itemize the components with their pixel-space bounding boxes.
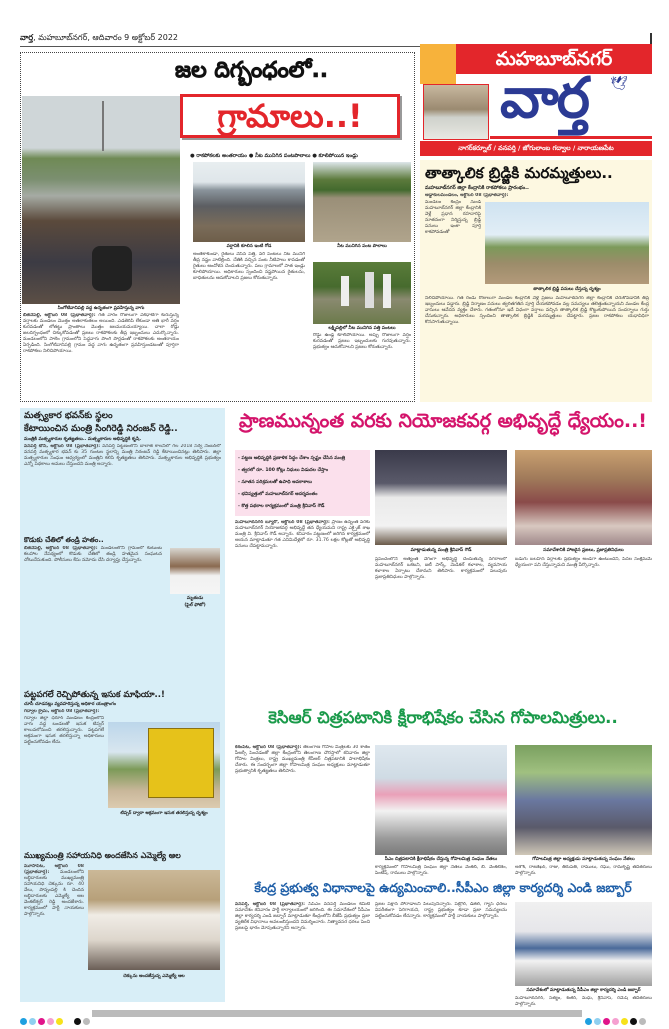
dev-body-2: ప్రపంచంలోనే అత్యంత వేగంగా అభివృద్ధి చెందుతున్న నగరాలలో మహబూబ్‌నగర్ ఒకటని, ఐటీ పార్క్, మెడికల్ కళాశాల, వ్యవసాయ కళాశాల ఏర్పాటు చేశామని తెలిపారు. కార్యక్రమంలో పలువురు ప్రజాప్రతినిధులు పాల్గొన్నారు. (375, 557, 507, 580)
matsya-headline-1: మత్స్యకార భవన్‌కు స్థలం (24, 411, 113, 421)
left-column (20, 408, 225, 1002)
dev-bullet: - నూతన పరిశ్రమలతో ఉపాధి అవకాశాలు (238, 480, 312, 485)
cpm-body-text: సీపీఎం వనపర్తి మండలం కమిటీ సమావేశం శనివారం పార్టీ కార్యాలయంలో జరిగింది. ఈ సమావేశంలో సీపీఎం జిల్లా కార్యదర్శి ఎండి జబ్బార్ మాట్లాడుతూ కేంద్రంలోని బీజేపీ ప్రభుత్వం ప్రజా వ్యతిరేక విధానాలు అవలంబిస్తుందని విమర్శించారు. నిత్యావసర ధరలు పెంచి ప్రజలపై భారం మోపుతున్నారని అన్నారు. (235, 902, 370, 931)
matsya-body (24, 444, 221, 534)
sand-byline-row (24, 709, 221, 716)
masthead-district: మహబూబ్‌నగర్ (456, 44, 652, 74)
print-color-bar (20, 1010, 652, 1017)
lead-photo1-caption: సింగోటివానిపల్లి వద్ద ఉదృతంగా ప్రవహిస్తున్న వాగు (57, 306, 145, 311)
dev-headline: ప్రాణమున్నంత వరకు నియోజకవర్గ అభివృద్ధే ధ్యేయం..! (239, 410, 647, 432)
date-text: , మహబూబ్‌నగర్, ఆదివారం 9 అక్టోబర్ 2022 (33, 33, 179, 42)
lead-headline-2: గ్రామాలు..! (180, 94, 400, 138)
cpm-photo-caption: సమావేశంలో మాట్లాడుతున్న సీపీఎం జిల్లా కార్యదర్శి ఎండి జబ్బార్ (526, 988, 641, 993)
dove-icon: 🕊 (610, 76, 628, 92)
gopal-body-1 (235, 745, 370, 875)
portrait-caption: మృతుడు (186, 596, 204, 601)
dev-bullet: - పట్టణ అభివృద్ధికి ప్రణాళిక సిద్ధం చేశాం స్పష్టం చేసిన మంత్రి (238, 456, 346, 461)
bridge-subheadline: మహబూబ్‌నగర్ జిల్లా కేంద్రానికి రాకపోకలు ప్రారంభం.. (425, 185, 529, 191)
cpm-byline: వనపర్తి, అక్టోబర్ 08 (ప్రభాతవార్త): (235, 902, 305, 907)
cmrf-body (24, 864, 84, 996)
gopal-headline: కెసిఆర్ చిత్రపటానికి క్షీరాభిషేకం చేసిన గోపాలమిత్రులు.. (268, 708, 618, 727)
sand-body: గద్వాల జిల్లా ధరూర్ మండలం కేంద్రంలోని వాగు వద్ద బండలతో ఇసుక టిప్పర్ కాలువలోనుంచి తరలిస్తున్నారు. పట్టపగలే అక్రమంగా ఇసుక తరలిస్తున్నా అధికారులు పట్టించుకోవడం లేదు. (24, 716, 104, 745)
cpm-body-1 (235, 902, 370, 1004)
cmrf-headline: ముఖ్యమంత్రి సహాయనిధి అందజేసిన ఎమ్మెల్యే ఆల (24, 851, 181, 860)
gopal-photo-group (515, 745, 652, 855)
bridge-story (420, 160, 652, 402)
dev-photo1-caption: మాట్లాడుతున్న మంత్రి శ్రీనివాస్ గౌడ్ (410, 548, 472, 553)
bridge-photo-caption: తాత్కాలిక బ్రిడ్జి పనులు చేస్తున్న దృశ్యం (533, 287, 601, 292)
cpm-photo (515, 902, 652, 986)
cmrf-byline: మూసాపేట, అక్టోబర్ 08 (ప్రభాతవార్త): (24, 864, 84, 875)
bridge-byline: అడ్డాకులమండలం, అక్టోబర్ 08 (ప్రభాతవార్త): (425, 193, 509, 198)
lead-photo2-caption: వర్షానికి కూలిన ఇంటి గోడ (226, 244, 272, 249)
dev-bullets (235, 450, 370, 516)
matsya-headline-2: కేటాయించిన మంత్రి సింగిరెడ్డి నిరంజన్ రెడ్డి.. (24, 424, 178, 434)
masthead-dam-photo (423, 84, 489, 140)
lead-body-2: అంతేకాకుండా, రైతులు వేసిన పత్తి, వరి పంటలు నీట మునిగి తీవ్ర నష్టం వాటిల్లింది. చేతికి వచ్చిన పంట నీటిపాలు కావడంతో రైతులు ఆందోళన చెందుతున్నారు. పలు గ్రామాలలో పాత ఇండ్లు కూలిపోయాయి. అధికారులు స్పందించి నష్టపోయిన రైతులను, బాధితులను ఆదుకోవాలని ప్రజలు కోరుతున్నారు. (193, 252, 305, 281)
bridge-body-2: నిలిచిపోయాయి. గత రెండు రోజులుగా మండల కేంద్రానికి వెళ్లే ప్రజలు మహబూబ్‌నగర్ జిల్లా కేంద్రానికి చేరుకోవడానికి తీవ్ర ఇబ్బందులు పడ్డారు. బ్రిడ్జి నిర్మాణం పనులు త్వరితగతిన పూర్తి చేయకపోవడం వల్ల సమస్యలు తలెత్తుతున్నాయని మండల కేంద్ర వాసులు ఆవేదన వ్యక్తం చేశారు. గతంలోనూ ఇదే విధంగా వర్షాలు వచ్చిన తాత్కాలిక బ్రిడ్జి కొట్టుకుపోయిన సందర్భాలు గుర్తు చేసుకున్నారు. అధికారులు స్పందించి తాత్కాలిక బ్రిడ్జికి మరమ్మత్తులు చేపట్టారు. ప్రజల రాకపోకలు యధావిధిగా కొనసాగుతున్నాయి. (425, 296, 649, 325)
lead-photo-flooded-field (313, 162, 411, 242)
masthead-subdistricts: నాగర్‌కర్నూల్ / వనపర్తి / జోగులాంబ గద్వాల / నారాయణపేట (420, 141, 652, 156)
lead-body-1 (23, 313, 179, 399)
portrait-name: (ఫైల్ ఫోటో) (184, 603, 206, 608)
sand-photo-caption: టిప్పర్ ద్వారా అక్రమంగా ఇసుక తరలిస్తున్న దృశ్యం (120, 811, 208, 816)
sand-tipper-photo (108, 722, 220, 808)
lead-photo3-caption: నీట మునిగిన పంట పొలాలు (337, 244, 387, 249)
paper-name: వార్త (20, 33, 34, 42)
sand-headline: పట్టపగలే రెచ్చిపోతున్న ఇసుక మాఫియా..! (24, 690, 165, 700)
dev-bullet: - భవిష్యత్తులో మహబూబ్‌నగర్ ఆదర్శవంతం (238, 492, 318, 497)
sand-sub: చూసీ చూడనట్లు వ్యవహరిస్తున్న అధికార యంత్రాంగం (24, 702, 117, 707)
lead-bullets: ● రాకపోకలకు అంతరాయం ● నీట మునిగిన పంటపొలాలు ● కూలిపోయిన ఇండ్లు (190, 153, 358, 159)
matsya-body-text: వనపర్తి పట్టణంలోని బాలాజీ కాలనీలో గల 2018 సర్వే నెంబర్‌లో వనపర్తి మత్స్యకార భవన్ కు 35 గుంటల స్థలాన్ని మంత్రి నిరంజన్ రెడ్డి కేటాయించినట్లు తెలిపారు. జిల్లా మత్స్యకారుల సంఘం ఆధ్వర్యంలో మంత్రిని కలిసి కృతజ్ఞతలు తెలిపారు. మత్స్యకారుల అభివృద్ధికి ప్రభుత్వం ఎన్నో పథకాలు అమలు చేస్తుందని మంత్రి అన్నారు. (24, 444, 221, 467)
bridge-photo (485, 202, 649, 284)
dev-body-1 (235, 520, 370, 695)
sand-byline: గద్వాల క్రైమ్, అక్టోబర్ 08 (ప్రభాతవార్త): (24, 709, 100, 714)
gopal-photo-abhishekam (375, 745, 507, 855)
gopal-photo2-caption: గోపాలమిత్ర జిల్లా అధ్యక్షుడు మాట్లాడుతున్న సంఘం నేతలు (532, 857, 635, 862)
lead-photo4-caption: లక్ష్మిపల్లిలో నీట మునిగిన పత్తి పంటలు (328, 326, 396, 331)
cmrf-photo (88, 870, 220, 970)
masthead (420, 44, 652, 156)
lead-photo-flood-crowd (22, 96, 180, 304)
victim-portrait (170, 548, 220, 594)
cmrf-body-text: మండలంలోని లబ్ధిదారులకు ముఖ్యమంత్రి సహాయనిధి చెక్కును రూ. 40 వేలు, పొన్నంపల్లి కి చెందిన లబ్ధిదారులకు ఎమ్మెల్యే ఆల వెంకటేశ్వర్ రెడ్డి అందజేశారు. కార్యక్రమంలో పార్టీ నాయకులు పాల్గొన్నారు. (24, 870, 84, 917)
masthead-logo: వార్త (500, 66, 588, 131)
dev-byline: మహబూబ్‌నగర్ బ్యూరో, అక్టోబర్ 08 (ప్రభాతవార్త): (235, 520, 330, 525)
murder-body-text: మండలంలోని గ్రామంలో కుటుంబ కలహాల నేపథ్యంలో కొడుకు చేతిలో తండ్రి హతమైన సంఘటన చోటుచేసుకుంది. పోలీసులు కేసు నమోదు చేసి దర్యాప్తు చేస్తున్నారు. (24, 546, 162, 563)
gopal-body-text: తెలంగాణ గోపాల మిత్రలకు 30 శాతం పీఆర్సీ పెంచడంతో జిల్లా కేంద్రంలోని తెలంగాణ చౌరస్తాలో శనివారం జిల్లా గోపాల మిత్రలు, రాష్ట్ర ముఖ్యమంత్రి కేసీఆర్ చిత్రపటానికి పాలాభిషేకం చేశారు. ఈ సందర్భంగా జిల్లా గోపాలమిత్ర సంఘం అధ్యక్షులు మాట్లాడుతూ ప్రభుత్వానికి కృతజ్ఞతలు తెలిపారు. (235, 745, 370, 774)
cmrf-photo-caption: చెక్కును అందజేస్తున్న ఎమ్మెల్యే ఆల (123, 974, 185, 979)
dev-photo2-caption: సమావేశానికి హాజరైన ప్రజలు, ప్రజాప్రతినిధులు (543, 548, 624, 553)
dev-bullet: - త్వరలో రూ. 100 కోట్లు నిధులు విడుదల చేస్తాం (238, 468, 329, 473)
bridge-byline-row (425, 193, 649, 200)
gopal-byline: కేశంపేట, అక్టోబర్ 08 (ప్రభాతవార్త): (235, 745, 302, 750)
dev-photo-audience (515, 450, 652, 545)
dev-bullet: - కొత్త పథకాల కార్యక్రమంలో మంత్రి శ్రీనివాస్ గౌడ్ (238, 504, 325, 509)
dev-body-3: బడుగు బలహీన వర్గాలకు ప్రభుత్వం అండగా ఉంటుందని, పేదల సంక్షేమమే ధ్యేయంగా పని చేస్తున్నామని మంత్రి పేర్కొన్నారు. (515, 557, 652, 568)
dev-photo-minister (375, 450, 507, 545)
dev-body-text: ప్రాణం ఉన్నంత వరకు మహబూబ్‌నగర్ నియోజకవర్గ అభివృద్ధే తన ధ్యేయమని రాష్ట్ర ఎక్సైజ్ శాఖ మంత్రి వి. శ్రీనివాస్ గౌడ్ అన్నారు. శనివారం పట్టణంలో జరిగిన కార్యక్రమంలో ఆయన మాట్లాడుతూ గత ఎనిమిదేళ్లలో రూ. 31.76 లక్షల కోట్లతో అభివృద్ధి పనులు చేపట్టామన్నారు. (235, 520, 370, 549)
murder-body (24, 546, 162, 656)
bridge-headline: తాత్కాలిక బ్రిడ్జికి మరమ్మత్తులు.. (425, 164, 613, 182)
cpm-headline: కేంద్ర ప్రభుత్వ విధానాలపై ఉద్యమించాలి..సీపీఎం జిల్లా కార్యదర్శి ఎండి జబ్బార్ (254, 880, 632, 895)
matsya-byline: వనపర్తి టౌన్, అక్టోబర్ 08 (ప్రభాతవార్త): (24, 444, 101, 449)
murder-headline: కొడుకు చేతిలో తండ్రి హతం.. (24, 536, 104, 544)
lead-photo-collapsed-house (193, 162, 305, 242)
cpm-body-2: ప్రజల పక్షాన పోరాడాలని పిలుపునిచ్చారు. పెట్రోల్, డీజిల్, గ్యాస్ ధరలు విపరీతంగా పెరిగాయని, రాష్ట్ర ప్రభుత్వం కూడా ప్రజా సమస్యలను పట్టించుకోవడం లేదన్నారు. కార్యక్రమంలో పార్టీ నాయకులు పాల్గొన్నారు. (375, 902, 507, 919)
gopal-photo1-caption: సీఎం చిత్రపటానికి క్షీరాభిషేకం చేస్తున్న గోపాలమిత్ర సంఘం నేతలు (384, 857, 498, 862)
cpm-body-3: మహబూబ్‌నగర్, సత్యం, శంకర్, మధు, శ్రీనివాస్, రమేష్ తదితరులు పాల్గొన్నారు. (515, 996, 652, 1007)
matsya-sub: మంత్రికి మత్స్యకారుల కృతజ్ఞతలు.. మత్స్యకారుల అభివృద్ధికి కృషి. (24, 437, 142, 442)
gopal-body-2: కార్యక్రమంలో గోపాలమిత్ర సంఘం జిల్లా నేతలు వెంకట్, బి. వెంకటేశం, పెంటేష్, రాములు పాల్గొన్నారు. (375, 865, 507, 876)
lead-photo-cotton-field (313, 262, 411, 324)
lead-byline: బిజినేపల్లి, అక్టోబర్ 08 (ప్రభాతవార్త): (23, 313, 96, 318)
lead-body-text: గత వారం రోజులుగా ఏకధాటిగా కురుస్తున్న వర్షాలకు మండలం మొత్తం అతలాకుతలం అయింది. ఎడతెరిపి లేకుండా అతి భారీ వర్షం కురవడంతో లోతట్టు ప్రాంతాలు మొత్తం జలమయమయ్యాయి. చాలా రోడ్లు జలదిగ్బంధంలో చిక్కుకోవడంతో ప్రజలు రాకపోకలకు తీవ్ర ఇబ్బందులు ఎదుర్కొన్నారు. మండలంలోని పాలెం గ్రామంలోని పెద్దవాగు పొంగి పొర్లడంతో రాకపోకలకు అంతరాయం ఏర్పడింది. సింగోటివానిపల్లి గ్రామం వద్ద వాగు ఉదృతంగా ప్రవహిస్తుండటంతో పూర్తిగా రాకపోకలు నిలిచిపోయాయి. (23, 313, 179, 354)
gopal-body-3: అశోక్, రాజశేఖర్, రాజు, తిరుపతి, రాములు, రఘు, రామకృష్ణ తదితరులు పాల్గొన్నారు. (515, 865, 652, 876)
murder-byline: బిజినేపల్లి, అక్టోబర్ 08 (ప్రభాతవార్త): (24, 546, 98, 551)
bridge-body-1: మండలం కేంద్రం నుండి మహబూబ్‌నగర్ జిల్లా కేంద్రానికి వెళ్లే ప్రధాన రహదారిపై నూతనంగా నిర్మిస్తున్న బ్రిడ్జి పనులు ఇంకా పూర్తి కాకపోవడంతో (425, 200, 481, 235)
lead-body-3: రోడ్డు ఉండ్ల కూలిపోయాయి. అప్పు రోజులుగా వర్షం కురవడంతో ప్రజలు ఇబ్బందులకు గురవుతున్నారు. ప్రభుత్వం ఆదుకోవాలని ప్రజలు కోరుతున్నారు. (313, 333, 411, 350)
lead-headline-1: జల దిగ్బంధంలో.. (175, 58, 329, 83)
